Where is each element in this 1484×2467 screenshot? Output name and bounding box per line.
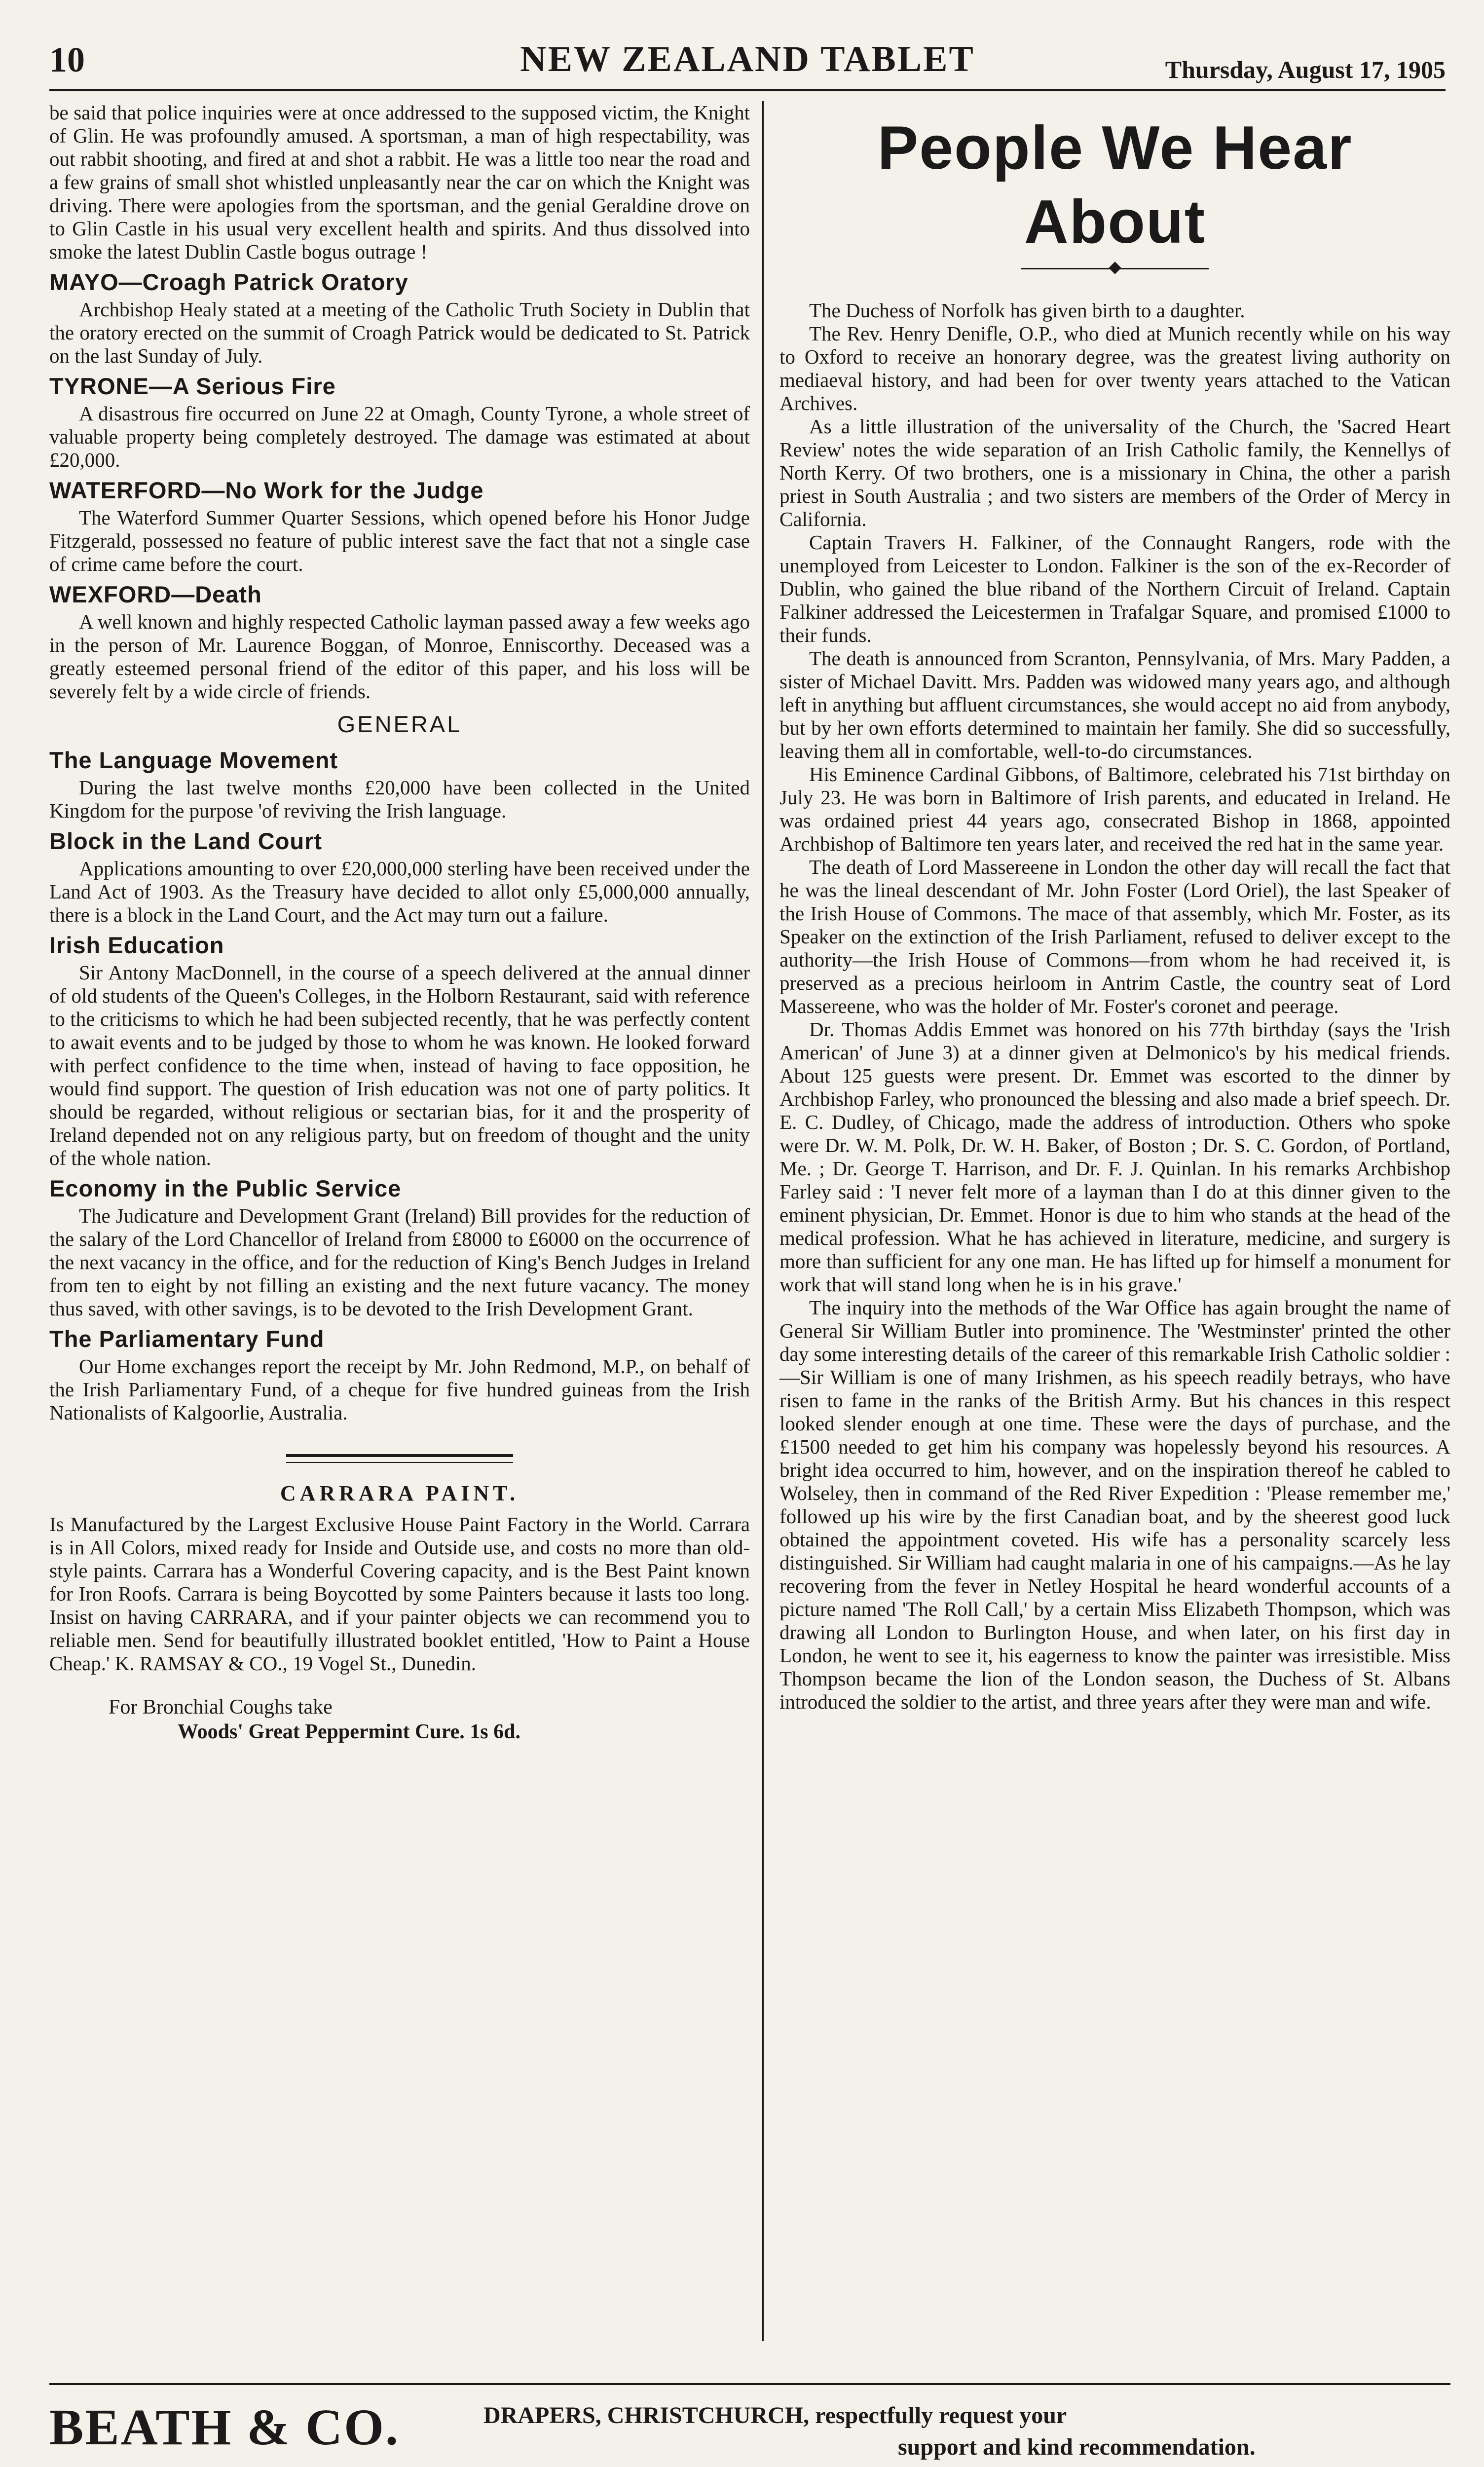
wexford-paragraph: A well known and highly respected Catholic layman passed away a few weeks ago in the person of Mr. Laurence Boggan, of Monroe, Enniscorthy. Deceased was a greatly esteemed personal friend of the editor of this paper, and his loss will be severely felt by a wide circle of friends. bbox=[49, 610, 750, 703]
economy-paragraph: The Judicature and Development Grant (Ireland) Bill provides for the reduction of the salary of the Lord Chancellor of Ireland from £8000 to £6000 on the occurrence of the next vacancy in the office, and for the reduction of King's Bench Judges in Ireland from ten to eight by not filling an existing and the next future vacancy. The money thus saved, with other savings, is to be devoted to the Irish Development Grant. bbox=[49, 1204, 750, 1320]
footer-line-1: DRAPERS, CHRISTCHURCH, respectfully request your bbox=[483, 2402, 1067, 2429]
paragraph-norfolk: The Duchess of Norfolk has given birth to a daughter. bbox=[809, 299, 1245, 322]
paragraph-denifle: The Rev. Henry Denifle, O.P., who died at Munich recently while on his way to Oxford to receive an honorary degree, was the greatest living authority on mediaeval history, and had been for over twenty years attached to the Vatican Archives. bbox=[779, 322, 1450, 414]
issue-date: Thursday, August 17, 1905 bbox=[1165, 56, 1446, 83]
waterford-paragraph: The Waterford Summer Quarter Sessions, which opened before his Honor Judge Fitzgerald, possessed no feature of public interest save the fact that not a single case of crime came before the court. bbox=[49, 506, 750, 575]
land-court-heading: Block in the Land Court bbox=[49, 828, 323, 854]
footer-rule bbox=[49, 2383, 1450, 2385]
tyrone-heading: TYRONE—A Serious Fire bbox=[49, 373, 336, 399]
footer-line-2: support and kind recommendation. bbox=[898, 2434, 1256, 2460]
intro-paragraph: be said that police inquiries were at once addressed to the supposed victim, the Knight of Glin. He was profoundly amused. A sportsman, a man of high respectability, was out rabbit shooting, and fired at and shot a rabbit. He was a little too near the road and a few grains of small shot whistled unpleasantly near the car on which the Knight was driving. There were apologies from the sportsman, and the genial Geraldine drove on to Glin Castle in his usual very excellent health and spirits. And thus dissolved into smoke the latest Dublin Castle bogus outrage ! bbox=[49, 101, 750, 263]
ad-divider bbox=[286, 1454, 513, 1463]
feature-title: People We Hear About bbox=[877, 114, 1353, 256]
general-heading: GENERAL bbox=[337, 711, 462, 737]
paragraph-falkiner: Captain Travers H. Falkiner, of the Connaught Rangers, rode with the unemployed from Leicester to London. Falkiner is the son of the ex-Recorder of Dublin, who gained the blue riband of the Northern Circuit of Ireland. Captain Falkiner addressed the Leicestermen in Trafalgar Square, and promised £1000 to their funds. bbox=[779, 531, 1450, 646]
left-column bbox=[49, 101, 750, 1744]
paragraph-butler: The inquiry into the methods of the War Office has again brought the name of General Sir William Butler into prominence. The 'Westminster' printed the other day some interesting details of the career of this remarkable Irish Catholic soldier :—Sir William is one of many Irishmen, as his speech readily betrays, who have risen to fame in the ranks of the British Army. But his chances in this respect looked slender enough at one time. These were the days of purchase, and the £1500 needed to get him his company was hopelessly beyond his resources. A bright idea occurred to him, however, and on the inspiration thereof he cabled to Wolseley, then in command of the Red River Expedition : 'Please remember me,' followed up his wire by the first Canadian boat, and by the sheerest good luck obtained the appointment coveted. His wife has a personality scarcely less distinguished. Sir William had caught malaria in one of his campaigns.—As he lay recovering from the fever in Netley Hospital he heard wonderful accounts of a picture named 'The Roll Call,' by a certain Miss Elizabeth Thompson, which was drawing all London to Burlington House, and when later, on his first day in London, he went to see it, his eagerness to know the painter was irresistible. Miss Thompson became the lion of the London season, the Duchess of St. Albans introduced the soldier to the artist, and three years after they were man and wife. bbox=[779, 1296, 1450, 1713]
paragraph-padden: The death is announced from Scranton, Pennsylvania, of Mrs. Mary Padden, a sister of Michael Davitt. Mrs. Padden was widowed many years ago, and although left in anything but affluent circumstances, she would accept no aid from anybody, but by her own efforts determined to maintain her family. She did so successfully, leaving them all in comfortable, well-to-do circumstances. bbox=[779, 647, 1450, 762]
bronchial-line-2: Woods' Great Peppermint Cure. 1s 6d. bbox=[178, 1720, 520, 1743]
waterford-heading: WATERFORD—No Work for the Judge bbox=[49, 477, 484, 503]
education-heading: Irish Education bbox=[49, 932, 224, 958]
paragraph-emmet: Dr. Thomas Addis Emmet was honored on his 77th birthday (says the 'Irish American' of June 3) at a dinner given at Delmonico's by his medical friends. About 125 guests were present. Dr. Emmet was escorted to the dinner by Archbishop Farley, who pronounced the blessing and also made a brief speech. Dr. E. C. Dudley, of Chicago, made the address of introduction. Others who spoke were Dr. W. M. Polk, Dr. W. H. Baker, of Boston ; Dr. S. C. Gordon, of Portland, Me. ; Dr. George T. Harrison, and Dr. F. J. Quinlan. In his remarks Archbishop Farley said : 'I never felt more of a layman than I do at this dinner given to the eminent physician, Dr. Emmet. Honor is due to him who stands at the head of the medical profession. What he has achieved in literature, medicine, and surgery is more than sufficient for any one man. He has lifted up for himself a monument for work that will stand long when he is in his grave.' bbox=[779, 1018, 1450, 1296]
tyrone-paragraph: A disastrous fire occurred on June 22 at Omagh, County Tyrone, a whole street of valuable property being completely destroyed. The damage was estimated at about £20,000. bbox=[49, 402, 750, 471]
footer-brand: BEATH & CO. bbox=[49, 2399, 400, 2456]
language-paragraph: During the last twelve months £20,000 have been collected in the United Kingdom for the purpose 'of reviving the Irish language. bbox=[49, 776, 750, 822]
column-divider bbox=[762, 101, 764, 2341]
fund-paragraph: Our Home exchanges report the receipt by Mr. John Redmond, M.P., on behalf of the Irish Parliamentary Fund, of a cheque for five hundred guineas from the Irish Nationalists of Kalgoorlie, Australia. bbox=[49, 1355, 750, 1424]
land-court-paragraph: Applications amounting to over £20,000,000 sterling have been received under the Land Act of 1903. As the Treasury have decided to allot only £5,000,000 annually, there is a block in the Land Court, and the Act may turn out a failure. bbox=[49, 857, 750, 926]
economy-heading: Economy in the Public Service bbox=[49, 1175, 402, 1201]
ad-body bbox=[49, 1513, 750, 1675]
feature-ornament-rule bbox=[1021, 268, 1209, 269]
page-header bbox=[49, 35, 1446, 91]
paragraph-kennellys: As a little illustration of the universality of the Church, the 'Sacred Heart Review' notes the wide separation of an Irish Catholic family, the Kennellys of North Kerry. Of two brothers, one is a missionary in China, the other a parish priest in South Australia ; and two sisters are members of the Order of Mercy in California. bbox=[779, 415, 1450, 530]
ad-paragraph: Is Manufactured by the Largest Exclusive House Paint Factory in the World. Carrara is in All Colors, mixed ready for Inside and Outside use, and costs no more than old-style paints. Carrara has a Wonderful Covering capacity, and is the Best Paint known for Iron Roofs. Carrara is being Boycotted by some Painters because it lasts too long. Insist on having CARRARA, and if your painter objects we can recommend you to reliable men. Send for beautifully illustrated booklet entitled, 'How to Paint a House Cheap.' K. RAMSAY & CO., 19 Vogel St., Dunedin. bbox=[49, 1513, 750, 1675]
education-paragraph: Sir Antony MacDonnell, in the course of a speech delivered at the annual dinner of old students of the Queen's Colleges, in the Holborn Restaurant, said with reference to the criticisms to which he had been subjected recently, that he was perfectly content to await events and to be judged by those to whom he was known. He looked forward with perfect confidence to the time when, instead of having to face opposition, he would find support. The question of Irish education was not one of party politics. It should be regarded, without religious or sectarian bias, for it and the prosperity of Ireland depended not on any religious party, but on freedom of thought and the unity of the whole nation. bbox=[49, 961, 750, 1169]
masthead-title: NEW ZEALAND TABLET bbox=[520, 39, 975, 79]
ad-title: CARRARA PAINT. bbox=[280, 1481, 519, 1505]
fund-heading: The Parliamentary Fund bbox=[49, 1326, 325, 1352]
footer-advert bbox=[49, 2398, 1450, 2467]
language-heading: The Language Movement bbox=[49, 747, 338, 773]
mayo-heading: MAYO—Croagh Patrick Oratory bbox=[49, 269, 408, 295]
right-column bbox=[779, 101, 1450, 1714]
bronchial-ad bbox=[49, 1695, 750, 1744]
wexford-heading: WEXFORD—Death bbox=[49, 581, 262, 607]
mayo-paragraph: Archbishop Healy stated at a meeting of the Catholic Truth Society in Dublin that the oratory erected on the summit of Croagh Patrick would be dedicated to St. Patrick on the last Sunday of July. bbox=[49, 298, 750, 367]
paragraph-massereene: The death of Lord Massereene in London the other day will recall the fact that he was the lineal descendant of Mr. John Foster (Lord Oriel), the last Speaker of the Irish House of Commons. The mace of that assembly, which Mr. Foster, as its Speaker on the extinction of the Irish Parliament, refused to deliver except to the authority—the Irish House of Commons—from whom he had received it, is preserved as a precious heirloom in Antrim Castle, the country seat of Lord Massereene, who was the holder of Mr. Foster's coronet and peerage. bbox=[779, 856, 1450, 1017]
bronchial-line-1: For Bronchial Coughs take bbox=[109, 1696, 333, 1719]
page-number: 10 bbox=[49, 40, 85, 79]
paragraph-gibbons: His Eminence Cardinal Gibbons, of Baltimore, celebrated his 71st birthday on July 23. He was born in Baltimore of Irish parents, and educated in Ireland. He was ordained priest 44 years ago, consecrated Bishop in 1868, appointed Archbishop of Baltimore ten years later, and received the red hat in the same year. bbox=[779, 763, 1450, 855]
